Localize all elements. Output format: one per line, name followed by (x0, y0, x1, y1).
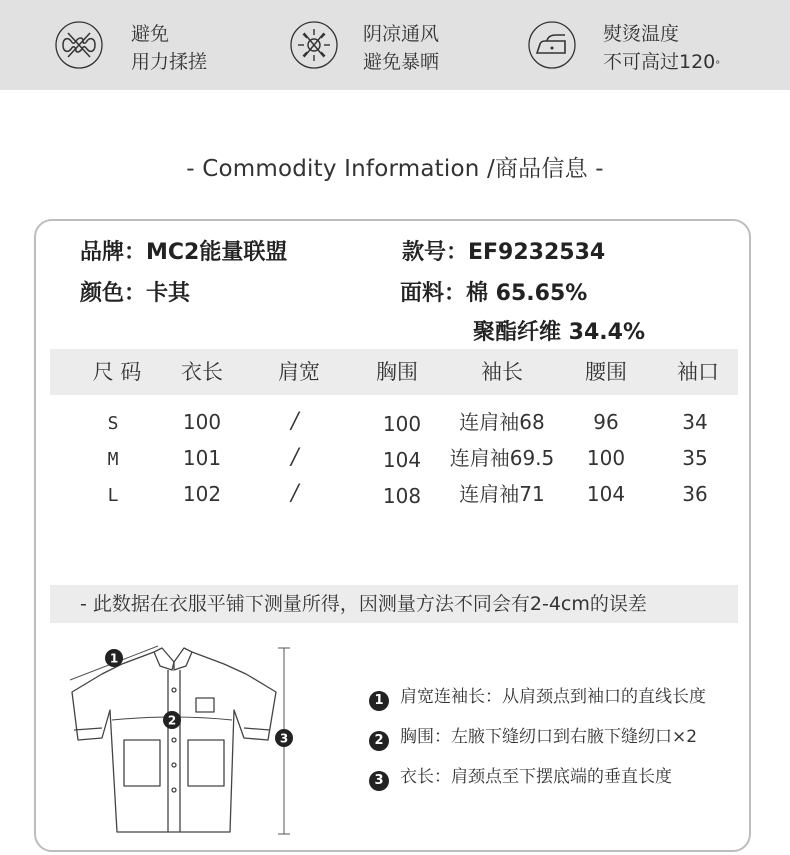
measurement-note-text: - 此数据在衣服平铺下测量所得，因测量方法不同会有2-4cm的误差 (80, 593, 647, 615)
care-label-line1: 阴凉通风 (363, 23, 440, 45)
cell-chest: 108 (382, 484, 422, 508)
cell-cuff: 34 (682, 410, 708, 434)
cell-waist: 104 (586, 482, 626, 506)
no-wringing-icon (54, 20, 104, 70)
header-size: 尺 码 (92, 360, 142, 384)
legend-item (369, 765, 672, 791)
cell-sleeve: 连肩袖69.5 (449, 446, 555, 470)
cell-cuff: 35 (682, 446, 708, 470)
header-length: 衣长 (181, 360, 223, 384)
cell-waist: 96 (593, 410, 619, 434)
cell-size: L (107, 485, 119, 506)
legend-number: 1 (369, 691, 389, 711)
care-label-line1: 熨烫温度 (603, 23, 680, 45)
cell-length: 100 (182, 410, 222, 434)
garment-measurement-diagram (62, 640, 312, 840)
diagram-label-1: 1 (109, 651, 119, 666)
iron-icon (527, 20, 577, 70)
cell-shoulder: / (291, 409, 299, 434)
legend-number: 2 (369, 731, 389, 751)
size-table-header (50, 349, 738, 395)
legend-item (369, 685, 706, 711)
diagram-label-2: 2 (167, 713, 177, 728)
legend-number: 3 (369, 771, 389, 791)
cell-length: 102 (182, 482, 222, 506)
care-label-line1: 避免 (131, 23, 170, 45)
fabric-info: 面料：棉 65.65% (400, 281, 588, 306)
cell-shoulder: / (291, 481, 299, 506)
cell-cuff: 36 (682, 482, 708, 506)
care-instructions-bar (0, 0, 790, 90)
header-cuff: 袖口 (677, 360, 719, 384)
degree-symbol: ° (715, 60, 721, 71)
legend-item (369, 725, 697, 751)
header-waist: 腰围 (585, 360, 627, 384)
brand-info: 品牌：MC2能量联盟 (80, 240, 288, 265)
cell-size: S (107, 413, 119, 434)
fabric-info-secondary: 聚酯纤维 34.4% (473, 320, 645, 345)
legend-text: 肩宽连袖长：从肩颈点到袖口的直线长度 (400, 687, 706, 707)
legend-text: 胸围：左腋下缝纫口到右腋下缝纫口×2 (400, 727, 698, 747)
care-label-line2: 用力揉搓 (131, 51, 208, 73)
cell-sleeve: 连肩袖71 (459, 482, 545, 506)
cell-waist: 100 (586, 446, 626, 470)
care-label-line2: 不可高过120 (603, 51, 716, 73)
dry-in-shade-icon (289, 20, 339, 70)
cell-size: M (107, 449, 119, 470)
measurement-note (50, 585, 738, 623)
cell-shoulder: / (291, 445, 299, 470)
care-label-line2: 避免暴晒 (363, 51, 440, 73)
cell-sleeve: 连肩袖68 (459, 410, 545, 434)
color-info: 颜色：卡其 (80, 281, 191, 306)
cell-length: 101 (182, 446, 222, 470)
header-shoulder: 肩宽 (278, 360, 320, 384)
style-number: 款号：EF9232534 (402, 240, 606, 265)
cell-chest: 104 (382, 448, 422, 472)
diagram-label-3: 3 (279, 731, 289, 746)
legend-text: 衣长：肩颈点至下摆底端的垂直长度 (400, 767, 672, 787)
cell-chest: 100 (382, 412, 422, 436)
section-title: - Commodity Information /商品信息 - (186, 156, 604, 182)
header-sleeve: 袖长 (481, 360, 523, 384)
header-chest: 胸围 (376, 360, 418, 384)
